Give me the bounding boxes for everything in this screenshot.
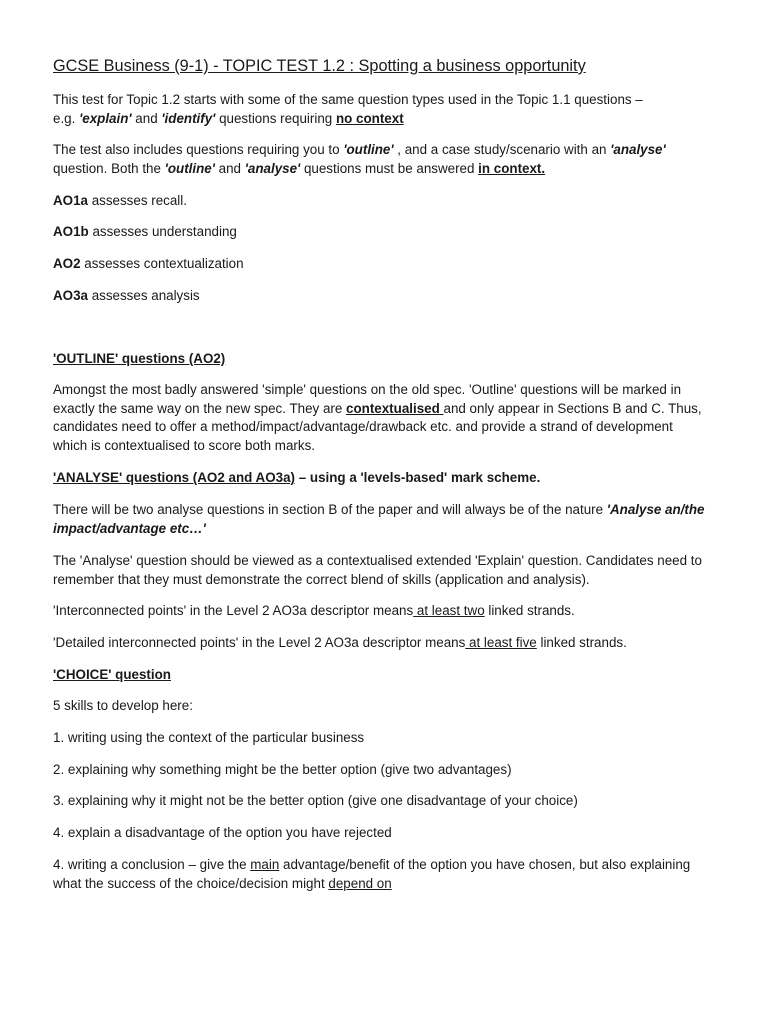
no-context-emphasis: no context: [335, 110, 404, 126]
analyse-paragraph-4: 'Detailed interconnected points' in the Level 2 AO3a descriptor means at least five linked strands.: [53, 635, 627, 650]
list-item: 4. explain a disadvantage of the option you have rejected: [53, 825, 392, 840]
outline-analyse-paragraph: The test also includes questions requiring you to 'outline' , and a case study/scenario with an 'analyse' question. Both the 'outline' and 'analyse' questions must be answered in context.: [53, 142, 666, 176]
identify-term: 'identify': [161, 110, 216, 126]
analyse-heading: 'ANALYSE' questions (AO2 and AO3a) – using a 'levels-based' mark scheme.: [53, 470, 541, 485]
list-item: 3. explaining why it might not be the better option (give one disadvantage of your choice): [53, 793, 578, 808]
outline-paragraph: Amongst the most badly answered 'simple' questions on the old spec. 'Outline' questions will be marked in exactly the same way on the new spec. They are contextualised and only appear in Sections B and C. Thus, candidates need to offer a method/impact/advantage/drawback etc. and provide a strand of development which is contextualised to score both marks.: [53, 382, 702, 453]
choice-heading: 'CHOICE' question: [53, 667, 171, 682]
assessment-ao1b: AO1b assesses understanding: [53, 224, 237, 239]
analyse-paragraph-3: 'Interconnected points' in the Level 2 AO3a descriptor means at least two linked strands.: [53, 603, 575, 618]
in-context-emphasis: in context.: [478, 160, 546, 176]
contextualised-emphasis: contextualised: [346, 400, 444, 416]
page-title: GCSE Business (9-1) - TOPIC TEST 1.2 : Spotting a business opportunity: [53, 57, 586, 75]
intro-line-1: This test for Topic 1.2 starts with some of the same question types used in the Topic 1.1 questions –: [53, 92, 643, 107]
outline-heading: 'OUTLINE' questions (AO2): [53, 351, 226, 366]
list-item: 1. writing using the context of the particular business: [53, 730, 365, 745]
assessment-ao1a: AO1a assesses recall.: [53, 193, 187, 208]
choice-intro: 5 skills to develop here:: [53, 698, 193, 713]
list-item: 2. explaining why something might be the better option (give two advantages): [53, 762, 512, 777]
assessment-ao3a: AO3a assesses analysis: [53, 288, 200, 303]
intro-paragraph: [53, 91, 743, 128]
assessment-ao2: AO2 assesses contextualization: [53, 256, 244, 271]
analyse-paragraph-1: There will be two analyse questions in section B of the paper and will always be of the nature 'Analyse an/the impact/advantage etc…': [53, 502, 705, 536]
analyse-paragraph-2: The 'Analyse' question should be viewed as a contextualised extended 'Explain' question. Candidates need to remember that they must demonstrate the correct blend of skills (application and analysis).: [53, 553, 702, 587]
list-item-conclusion: 4. writing a conclusion – give the main advantage/benefit of the option you have chosen, but also explaining what the success of the choice/decision might depend on: [53, 857, 691, 891]
explain-term: 'explain': [79, 110, 132, 126]
intro-line-2: e.g. 'explain' and 'identify' questions requiring no context: [53, 110, 404, 126]
